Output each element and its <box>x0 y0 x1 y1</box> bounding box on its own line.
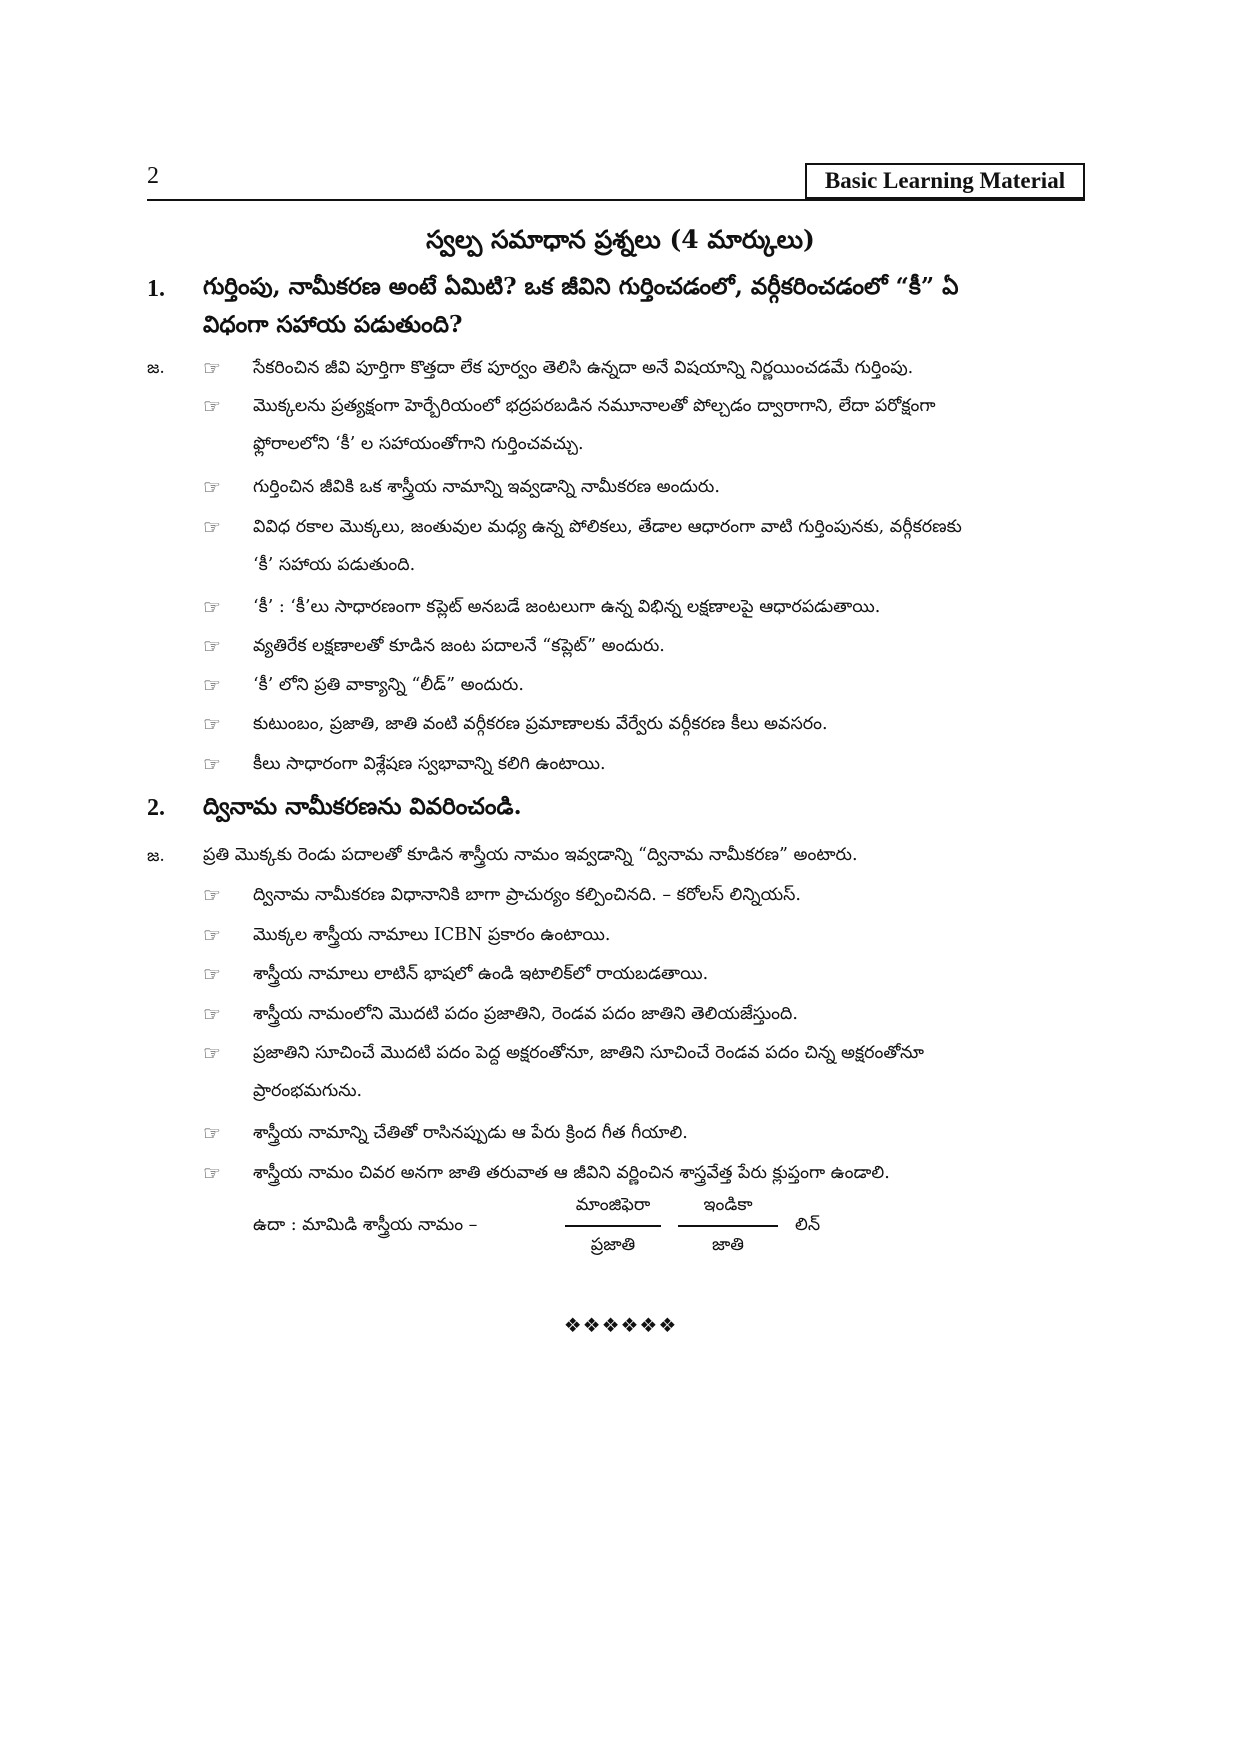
list-item <box>203 1154 1085 1192</box>
pointing-hand-icon: ☞ <box>203 962 221 986</box>
list-item <box>203 1034 1085 1110</box>
list-item <box>203 876 1085 914</box>
species-label: జాతి <box>712 1235 744 1255</box>
list-item-text: శాస్త్రీయ నామాలు లాటిన్ భాషలో ఉండి ఇటాలిక్‌లో రాయబడతాయి. <box>253 964 709 984</box>
page-number: 2 <box>147 163 159 189</box>
pointing-hand-icon: ☞ <box>203 515 221 539</box>
list-item-text: గుర్తించిన జీవికి ఒక శాస్త్రీయ నామాన్ని ఇవ్వడాన్ని నామీకరణ అందురు. <box>253 477 720 497</box>
question-2-text: ద్వినామ నామీకరణను వివరించండి. <box>203 793 522 820</box>
pointing-hand-icon: ☞ <box>203 673 221 697</box>
pointing-hand-icon: ☞ <box>203 356 221 380</box>
question-line: విధంగా సహాయ పడుతుంది? <box>203 311 463 338</box>
genus-fraction <box>565 1195 661 1259</box>
pointing-hand-icon: ☞ <box>203 712 221 736</box>
pointing-hand-icon: ☞ <box>203 883 221 907</box>
question-number: 1. <box>147 276 165 302</box>
list-item-text: కీలు సాధారంగా విశ్లేషణ స్వభావాన్ని కలిగి ఉంటాయి. <box>253 754 606 774</box>
scientific-name-example <box>253 1195 893 1265</box>
author-abbreviation: లిన్ <box>795 1215 821 1235</box>
list-item-text: సేకరించిన జీవి పూర్తిగా కొత్తదా లేక పూర్వం తెలిసి ఉన్నదా అనే విషయాన్ని నిర్ణయించడమే గుర్తింపు. <box>253 358 914 378</box>
list-item <box>203 627 1085 665</box>
pointing-hand-icon: ☞ <box>203 1161 221 1185</box>
list-item-text: ‘కీ’ : ‘కీ’లు సాధారణంగా కప్లెట్ అనబడే జంటలుగా ఉన్న విభిన్న లక్షణాలపై ఆధారపడుతాయి. <box>253 597 881 617</box>
list-item <box>203 916 1085 954</box>
pointing-hand-icon: ☞ <box>203 1002 221 1026</box>
list-item-text: ‘కీ’ లోని ప్రతి వాక్యాన్ని “లీడ్” అందురు. <box>253 675 524 695</box>
list-item-text: వ్యతిరేక లక్షణాలతో కూడిన జంట పదాలనే “కప్లెట్” అందురు. <box>253 636 665 656</box>
list-item <box>203 955 1085 993</box>
section-title: స్వల్ప సమాధాన ప్రశ్నలు (4 మార్కులు) <box>426 225 815 254</box>
list-item <box>203 666 1085 704</box>
list-item-text: కుటుంబం, ప్రజాతి, జాతి వంటి వర్గీకరణ ప్రమాణాలకు వేర్వేరు వర్గీకరణ కీలు అవసరం. <box>253 714 828 734</box>
list-item-text: శాస్త్రీయ నామంలోని మొదటి పదం ప్రజాతిని, రెండవ పదం జాతిని తెలియజేస్తుంది. <box>253 1004 798 1024</box>
pointing-hand-icon: ☞ <box>203 634 221 658</box>
pointing-hand-icon: ☞ <box>203 475 221 499</box>
answer-intro: ప్రతి మొక్కకు రెండు పదాలతో కూడిన శాస్త్రీయ నామం ఇవ్వడాన్ని “ద్వినామ నామీకరణ” అంటారు. <box>203 845 858 865</box>
answer-marker: జ. <box>147 846 165 866</box>
question-number: 2. <box>147 795 165 821</box>
question-1-text <box>203 268 1083 344</box>
pointing-hand-icon: ☞ <box>203 595 221 619</box>
list-item <box>203 508 1085 584</box>
list-item-text: మొక్కలను ప్రత్యక్షంగా హెర్బేరియంలో భద్రపరబడిన నమూనాలతో పోల్చడం ద్వారాగాని, లేదా పరోక్షంగా <box>253 396 936 416</box>
question-line: గుర్తింపు, నామీకరణ అంటే ఏమిటి? ఒక జీవిని గుర్తించడంలో, వర్గీకరించడంలో “కీ” ఏ <box>203 273 959 300</box>
pointing-hand-icon: ☞ <box>203 1121 221 1145</box>
list-item-text: ఫ్లోరాలలోని ‘కీ’ ల సహాయంతోగాని గుర్తించవచ్చు. <box>253 434 584 454</box>
pointing-hand-icon: ☞ <box>203 1041 221 1065</box>
list-item <box>203 995 1085 1033</box>
list-item <box>203 705 1085 743</box>
answer-marker: జ. <box>147 358 165 378</box>
example-label: ఉదా : మామిడి శాస్త్రీయ నామం – <box>253 1215 478 1235</box>
genus-name: మాంజిఫెరా <box>565 1195 661 1227</box>
list-item <box>203 387 1085 463</box>
list-item-text: వివిధ రకాల మొక్కలు, జంతువుల మధ్య ఉన్న పోలికలు, తేడాల ఆధారంగా వాటి గుర్తింపునకు, వర్గీకరణకు <box>253 517 962 537</box>
list-item <box>203 468 1085 506</box>
list-item-text: శాస్త్రీయ నామాన్ని చేతితో రాసినప్పుడు ఆ పేరు క్రింద గీత గీయాలి. <box>253 1123 688 1143</box>
list-item <box>203 588 1085 626</box>
species-fraction <box>678 1195 778 1259</box>
pointing-hand-icon: ☞ <box>203 752 221 776</box>
list-item <box>203 349 1085 387</box>
pointing-hand-icon: ☞ <box>203 923 221 947</box>
list-item-text: ద్వినామ నామీకరణ విధానానికి బాగా ప్రాచుర్యం కల్పించినది. – కరోలస్ లిన్నియస్. <box>253 885 801 905</box>
list-item-text: మొక్కల శాస్త్రీయ నామాలు ICBN ప్రకారం ఉంటాయి. <box>253 925 611 945</box>
list-item <box>203 745 1085 783</box>
list-item-text: ప్రజాతిని సూచించే మొదటి పదం పెద్ద అక్షరంతోనూ, జాతిని సూచించే రెండవ పదం చిన్న అక్షరంతోనూ <box>253 1043 924 1063</box>
genus-label: ప్రజాతి <box>590 1235 636 1255</box>
pointing-hand-icon: ☞ <box>203 394 221 418</box>
list-item-text: శాస్త్రీయ నామం చివర అనగా జాతి తరువాత ఆ జీవిని వర్ణించిన శాస్త్రవేత్త పేరు క్లుప్తంగా ఉండాలి. <box>253 1163 890 1183</box>
species-name: ఇండికా <box>678 1195 778 1227</box>
header-divider <box>147 199 1085 201</box>
list-item-text: ప్రారంభమగును. <box>253 1081 363 1101</box>
list-item <box>203 1114 1085 1152</box>
section-end-ornament: ❖❖❖❖❖❖ <box>563 1313 678 1337</box>
running-header-title: Basic Learning Material <box>805 163 1085 199</box>
list-item-text: ‘కీ’ సహాయ పడుతుంది. <box>253 555 416 575</box>
